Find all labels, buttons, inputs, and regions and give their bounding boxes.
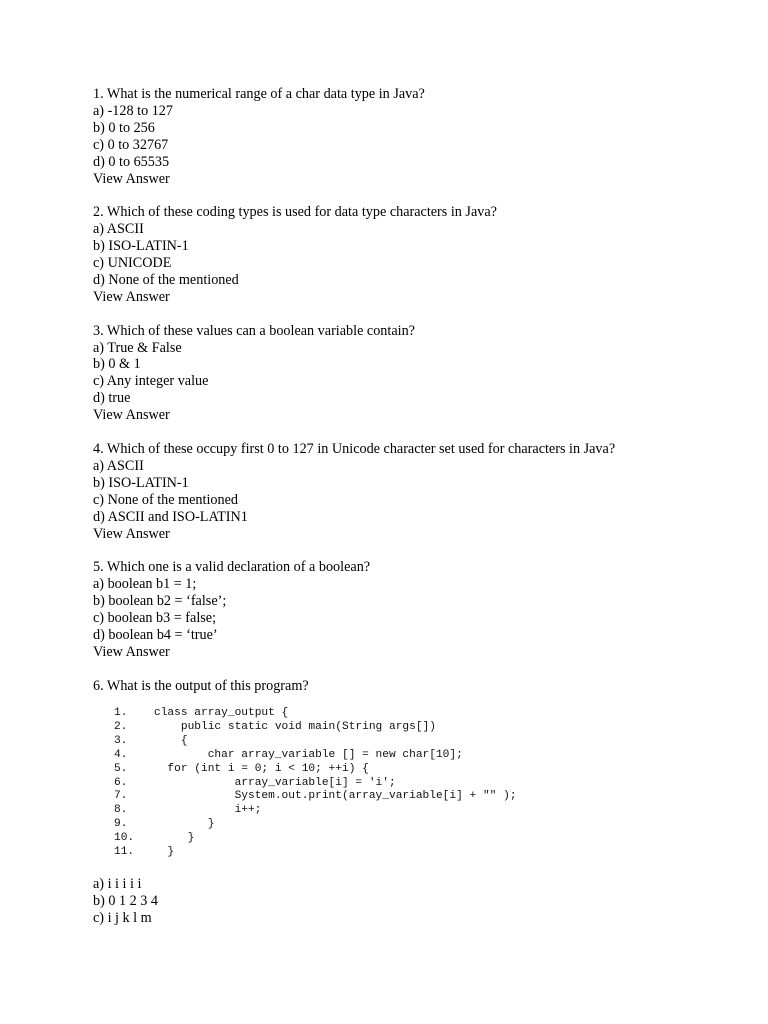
answer-option: a) ASCII xyxy=(93,221,144,238)
answer-option: a) i i i i i xyxy=(93,876,142,892)
quiz-document xyxy=(93,86,753,711)
answer-option: a) ASCII xyxy=(93,457,144,474)
code-text: for (int i = 0; i < 10; ++i) { xyxy=(154,762,369,775)
code-line xyxy=(114,790,517,804)
code-line xyxy=(114,804,517,818)
view-answer-link[interactable]: View Answer xyxy=(93,643,170,660)
view-answer-link[interactable]: View Answer xyxy=(93,288,170,305)
line-number: 1. xyxy=(114,707,128,719)
line-number: 9. xyxy=(114,818,128,831)
code-text: i++; xyxy=(154,804,262,817)
answer-option: d) None of the mentioned xyxy=(93,271,239,288)
code-text: char array_variable [] = new char[10]; xyxy=(154,748,463,761)
question-prompt: 6. What is the output of this program? xyxy=(93,677,309,694)
answer-option: c) 0 to 32767 xyxy=(93,136,169,153)
code-listing xyxy=(114,707,517,860)
question-2 xyxy=(93,204,753,305)
code-line xyxy=(114,763,517,777)
answer-option: d) true xyxy=(93,390,131,407)
line-number: 8. xyxy=(114,804,128,817)
question-prompt: 1. What is the numerical range of a char data type in Java? xyxy=(93,86,425,102)
question-prompt: 5. Which one is a valid declaration of a boolean? xyxy=(93,559,371,576)
answer-option: d) ASCII and ISO-LATIN1 xyxy=(93,508,248,525)
question-6-options xyxy=(93,876,158,927)
code-line xyxy=(114,749,517,763)
code-line xyxy=(114,735,517,749)
code-text: System.out.print(array_variable[i] + "" ); xyxy=(154,790,517,803)
line-number: 3. xyxy=(114,734,128,747)
view-answer-link[interactable]: View Answer xyxy=(93,525,170,542)
code-line xyxy=(114,721,517,735)
answer-option: c) Any integer value xyxy=(93,373,209,390)
code-text: } xyxy=(154,818,215,831)
answer-option: b) ISO-LATIN-1 xyxy=(93,238,189,255)
code-line xyxy=(114,846,517,860)
question-4 xyxy=(93,441,753,542)
line-number: 4. xyxy=(114,748,128,761)
answer-option: b) boolean b2 = ‘false’; xyxy=(93,593,227,610)
code-text: } xyxy=(154,832,195,845)
question-3 xyxy=(93,323,753,424)
question-5 xyxy=(93,559,753,660)
view-answer-link[interactable]: View Answer xyxy=(93,407,170,424)
view-answer-link[interactable]: View Answer xyxy=(93,170,170,187)
answer-option: b) ISO-LATIN-1 xyxy=(93,474,189,491)
answer-option: c) UNICODE xyxy=(93,255,172,272)
code-line xyxy=(114,777,517,791)
answer-option: b) 0 to 256 xyxy=(93,119,155,136)
question-prompt: 4. Which of these occupy first 0 to 127 in Unicode character set used for characters in Java? xyxy=(93,440,616,457)
answer-option: d) boolean b4 = ‘true’ xyxy=(93,626,218,643)
code-text: { xyxy=(154,734,188,747)
line-number: 2. xyxy=(114,720,128,733)
answer-option: d) 0 to 65535 xyxy=(93,153,170,170)
line-number: 10. xyxy=(114,832,135,845)
answer-option: a) boolean b1 = 1; xyxy=(93,576,197,593)
answer-option: b) 0 1 2 3 4 xyxy=(93,892,159,909)
code-text: } xyxy=(154,846,175,859)
answer-option: c) i j k l m xyxy=(93,909,152,926)
code-line xyxy=(114,832,517,846)
answer-option: b) 0 & 1 xyxy=(93,356,141,373)
line-number: 11. xyxy=(114,846,135,859)
code-text: array_variable[i] = 'i'; xyxy=(154,776,396,789)
question-1 xyxy=(93,86,753,187)
code-text: class array_output { xyxy=(154,707,289,719)
code-line xyxy=(114,818,517,832)
answer-option: a) -128 to 127 xyxy=(93,102,173,119)
question-prompt: 2. Which of these coding types is used for data type characters in Java? xyxy=(93,204,497,221)
question-6 xyxy=(93,678,753,695)
line-number: 6. xyxy=(114,776,128,789)
line-number: 5. xyxy=(114,762,128,775)
answer-option: c) boolean b3 = false; xyxy=(93,610,217,627)
code-text: public static void main(String args[]) xyxy=(154,720,436,733)
line-number: 7. xyxy=(114,790,128,803)
question-prompt: 3. Which of these values can a boolean variable contain? xyxy=(93,322,415,339)
answer-option: a) True & False xyxy=(93,339,182,356)
code-line xyxy=(114,707,517,721)
answer-option: c) None of the mentioned xyxy=(93,491,238,508)
